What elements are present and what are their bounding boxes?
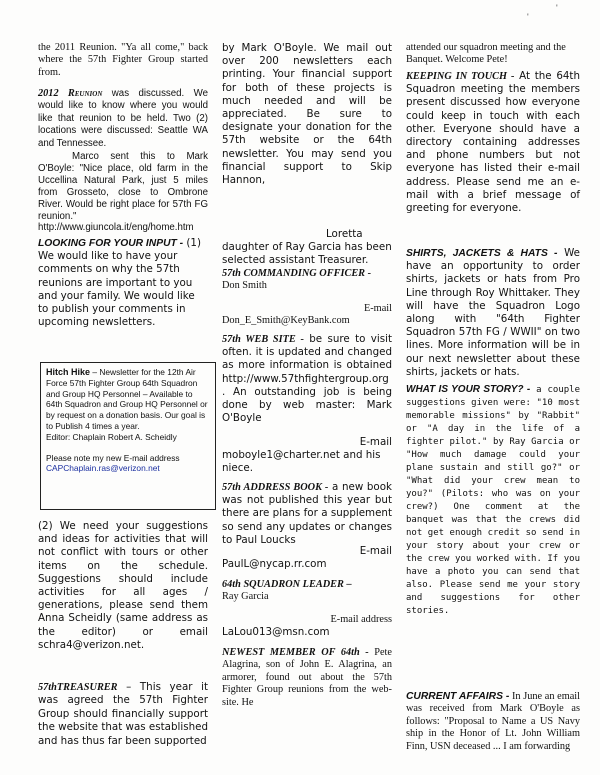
box-body: – Newsletter for the 12th Air Force 57th Fighter Group 64th Squadron and Group HQ Personnel – Available to 64th Squadron and Group HQ Personnel or by request on a donation basis. Our goal is to Publish 4 times a year. bbox=[46, 367, 208, 431]
web-email-label: E-mail bbox=[359, 436, 392, 448]
co-email: Don_E_Smith@KeyBank.com bbox=[222, 315, 350, 327]
corner-mark-2: ' bbox=[527, 12, 529, 22]
looking-heading: LOOKING FOR YOUR INPUT - bbox=[38, 238, 184, 249]
reunion-2011-text: the 2011 Reunion. "Ya all come," back where the 57th Fighter Group started from. bbox=[38, 42, 208, 78]
commanding-officer-section bbox=[222, 268, 392, 328]
welcome-text: attended our squadron meeting and the Banquet. Welcome Pete! bbox=[406, 42, 566, 66]
story-heading: WHAT IS YOUR STORY? - bbox=[406, 384, 531, 395]
shirts-section bbox=[406, 247, 580, 379]
address-body: a new book was not published this year but there are plans for a supplement so send any updates or changes to Paul Loucks bbox=[222, 481, 392, 546]
web-site-section bbox=[222, 333, 392, 425]
web-heading: 57th WEB SITE - bbox=[222, 334, 304, 345]
box-title: Hitch Hike bbox=[46, 367, 91, 377]
squadron-leader-section bbox=[222, 579, 392, 639]
marco-text: Marco sent this to Mark O'Boyle: "Nice place, old farm in the Uccellina Natural Park, just 5 miles from Grosseto, close to Ombrone River. Would be right place for 57th FG reunion." http://www.giuncola.it/eng/home.htm bbox=[38, 151, 208, 234]
story-body: a couple suggestions given were: "10 most memorable missions" by "Rabbit" or "A day in the life of a fighter pilot." by Ray Garcia or "How much damage could your plane sustain and still go?" or "What did your crew mean to you?" (Pilots: who was on your crew?) One comment at the banquet was that the crews did not get enough credit so send in your story about your crew or the crew you worked with. If you have a photo you can send that also. Please send me your story and suggestions for other stories. bbox=[406, 385, 580, 616]
newest-heading: NEWEST MEMBER OF 64th - bbox=[222, 647, 369, 658]
box-email-link[interactable]: CAPChaplain.ras@verizon.net bbox=[46, 463, 160, 474]
affairs-body: In June an email was received from Mark O'Boyle as follows: "Proposal to Name a US Navy ship in the Honor of Lt. John William Finn, USN deceased ... I am forwarding bbox=[406, 691, 581, 752]
treasurer-heading: 57thTREASURER bbox=[38, 682, 118, 693]
loretta-text: Loretta daughter of Ray Garcia has been selected assistant Treasurer. bbox=[222, 228, 392, 267]
corner-mark: ' bbox=[556, 3, 558, 13]
address-book-section bbox=[222, 481, 392, 547]
keeping-in-touch-section bbox=[406, 70, 580, 215]
leader-email: LaLou013@msn.com bbox=[222, 626, 330, 639]
shirts-body: We have an opportunity to order shirts, jackets or hats from Pro Line through Roy Whittaker. They will have the Squadron Logo along with "64th Fighter Squadron 57th FG / WWII" on two lines. More information will be in our next newsletter about these shirts, jackets or hats. bbox=[406, 247, 581, 378]
co-name: Don Smith bbox=[222, 280, 267, 292]
touch-body: At the 64th Squadron meeting the members present discussed how everyone could keep in touch with each other. Everyone should have a directory containing addresses and phone numbers but not everyone has listed their e-mail address. Please send me an e-mail with a brief message of greeting for everyone. bbox=[406, 70, 580, 215]
your-story-section bbox=[406, 383, 580, 618]
newest-body: Pete Alagrina, son of John E. Alagrina, an armorer, found out about the 57th Fighter Group reunions from the web-site. He bbox=[222, 647, 392, 708]
financial-support-text: by Mark O'Boyle. We mail out over 200 newsletters each printing. Your financial support for both of these projects is much needed and will be appreciated. Be sure to designate your donation for the 57th website or the 64th newsletter. You may send you financial support to Skip Hannon, bbox=[222, 42, 392, 187]
touch-heading: KEEPING IN TOUCH - bbox=[406, 71, 515, 82]
current-affairs-section bbox=[406, 691, 580, 753]
shirts-heading: SHIRTS, JACKETS & HATS - bbox=[406, 248, 558, 259]
reunion-2012-body: was discussed. We would like to know where you would like that reunion to be held. Two (2) locations were discussed: Seattle WA and Tennessee. bbox=[38, 88, 208, 149]
newest-member-section bbox=[222, 647, 392, 709]
address-heading: 57th ADDRESS BOOK - bbox=[222, 482, 329, 493]
affairs-heading: CURRENT AFFAIRS - bbox=[406, 691, 510, 702]
web-email-block bbox=[222, 436, 392, 476]
leader-name: Ray Garcia bbox=[222, 591, 269, 603]
treasurer-section bbox=[38, 681, 208, 748]
reunion-2012-heading: 2012 Reunion bbox=[38, 88, 103, 99]
address-email-label: E-mail bbox=[359, 545, 392, 557]
treasurer-body: – This year it was agreed the 57th Fighter Group should financially support the website that was established and has thus far been supported bbox=[38, 681, 208, 747]
newsletter-info-box bbox=[40, 362, 216, 510]
box-editor: Editor: Chaplain Robert A. Scheidly bbox=[46, 431, 177, 442]
co-email-label: E-mail bbox=[363, 302, 392, 314]
co-heading: 57th COMMANDING OFFICER - bbox=[222, 268, 372, 279]
leader-email-label: E-mail address bbox=[330, 613, 392, 625]
suggestions-text: (2) We need your suggestions and ideas for activities that will not conflict with tours or other items on the schedule. Suggestions should include activities for all ages / generations, please send them Anna Scheidly (same address as the editor) or email schra4@verizon.net. bbox=[38, 520, 208, 651]
address-email: PaulL@nycap.rr.com bbox=[222, 558, 327, 571]
box-description bbox=[46, 367, 210, 432]
looking-body: (1) We would like to have your comments on why the 57th reunions are important to you and your family. We would like to publish your comments in upcoming newsletters. bbox=[38, 237, 201, 329]
box-note: Please note my new E-mail address bbox=[46, 452, 180, 463]
web-body: be sure to visit often. it is updated and changed as more information is obtained http://www.57thfightergroup.org . An outstanding job is being done by web master: Mark O'Boyle bbox=[222, 333, 392, 425]
address-email-block bbox=[222, 545, 392, 571]
reunion-2012-section bbox=[38, 88, 208, 150]
web-email: moboyle1@charter.net and his niece. bbox=[222, 449, 381, 475]
leader-heading: 64th SQUADRON LEADER – bbox=[222, 579, 352, 590]
looking-section bbox=[38, 237, 208, 329]
